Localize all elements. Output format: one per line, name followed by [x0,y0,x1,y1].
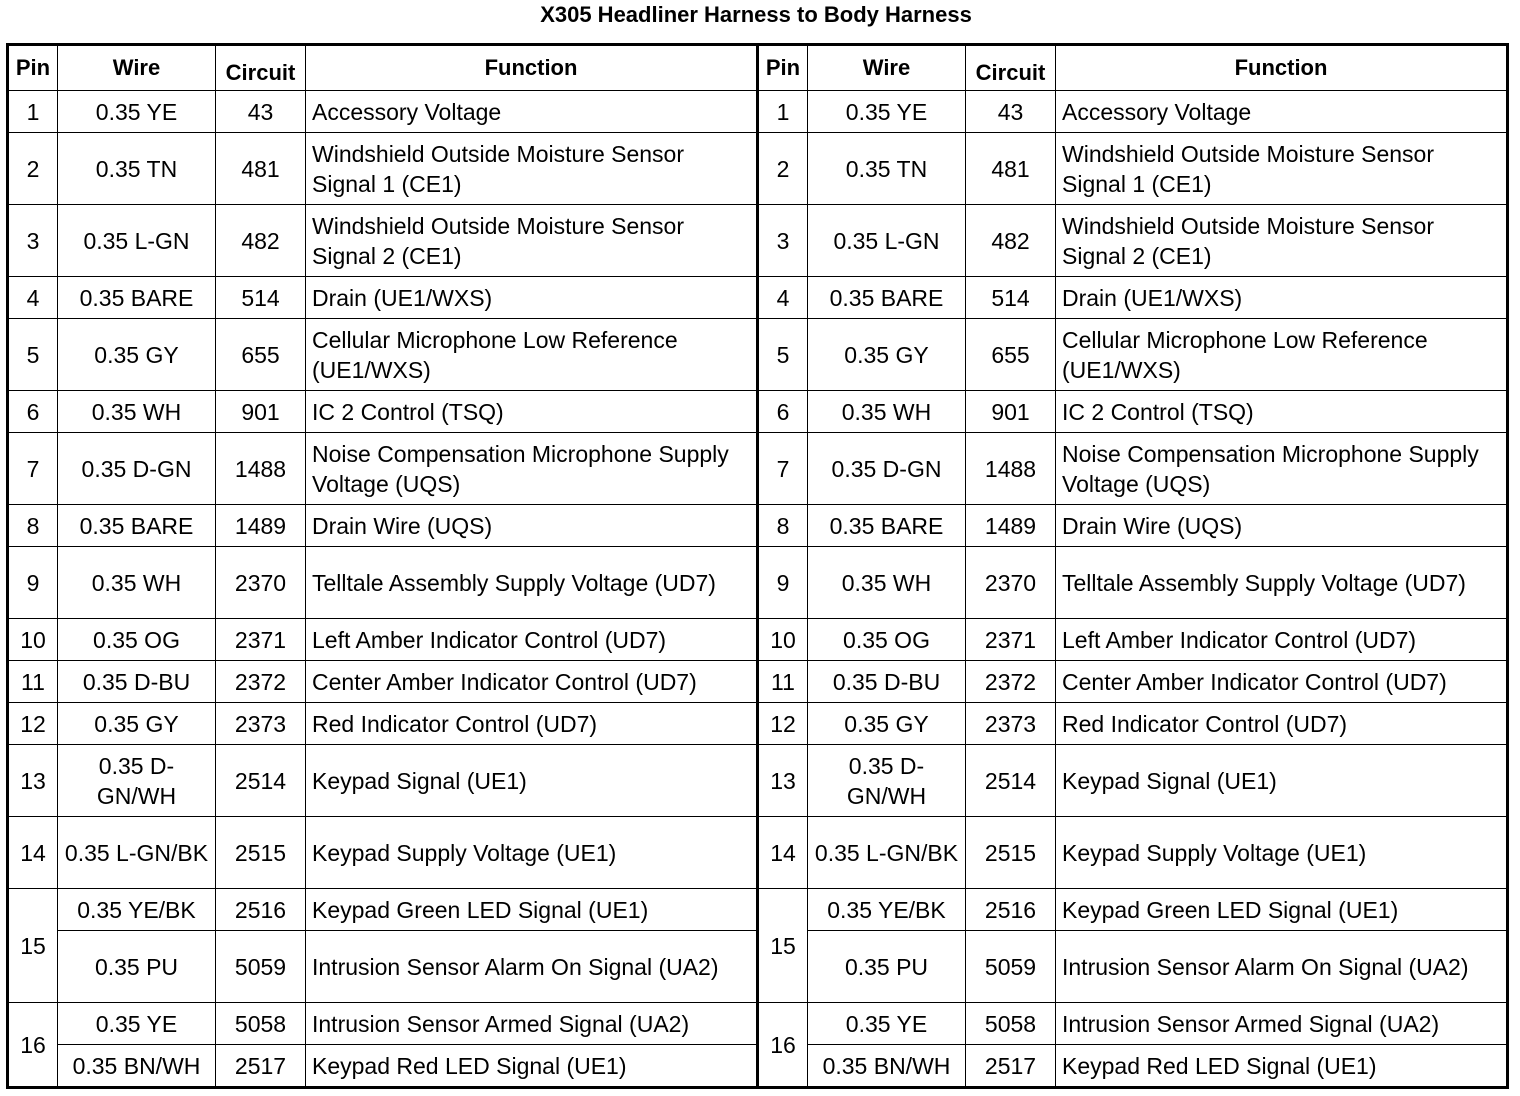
circuit-cell: 2371 [966,619,1056,661]
function-cell: Keypad Supply Voltage (UE1) [306,817,758,889]
wire-cell: 0.35 BN/WH [58,1045,216,1088]
wire-cell: 0.35 BARE [58,505,216,547]
circuit-cell: 482 [216,205,306,277]
function-cell: Keypad Red LED Signal (UE1) [306,1045,758,1088]
circuit-cell: 901 [216,391,306,433]
header-function: Function [306,45,758,91]
function-cell: Cellular Microphone Low Reference (UE1/WXS) [1056,319,1508,391]
wire-cell: 0.35 PU [58,931,216,1003]
wire-cell: 0.35 YE [808,1003,966,1045]
pin-cell: 5 [8,319,58,391]
wire-cell: 0.35 D-BU [58,661,216,703]
wire-cell: 0.35 WH [808,547,966,619]
wire-cell: 0.35 PU [808,931,966,1003]
function-cell: Accessory Voltage [1056,91,1508,133]
pin-cell: 11 [758,661,808,703]
pin-cell: 15 [758,889,808,1003]
header-pin: Pin [8,45,58,91]
circuit-cell: 514 [966,277,1056,319]
pin-cell: 15 [8,889,58,1003]
circuit-cell: 2516 [966,889,1056,931]
circuit-cell: 482 [966,205,1056,277]
function-cell: Keypad Signal (UE1) [306,745,758,817]
function-cell: Noise Compensation Microphone Supply Voltage (UQS) [1056,433,1508,505]
function-cell: Noise Compensation Microphone Supply Voltage (UQS) [306,433,758,505]
wire-cell: 0.35 D-GN/WH [58,745,216,817]
header-row [8,45,1508,91]
header-circuit: Circuit [966,45,1056,91]
pin-cell: 8 [758,505,808,547]
wire-cell: 0.35 TN [808,133,966,205]
circuit-cell: 2373 [966,703,1056,745]
pin-cell: 13 [758,745,808,817]
pin-cell: 5 [758,319,808,391]
function-cell: Windshield Outside Moisture Sensor Signal 1 (CE1) [1056,133,1508,205]
pin-cell: 7 [758,433,808,505]
circuit-cell: 481 [966,133,1056,205]
function-cell: Accessory Voltage [306,91,758,133]
wire-cell: 0.35 D-GN [808,433,966,505]
pin-cell: 8 [8,505,58,547]
header-wire: Wire [808,45,966,91]
pin-cell: 16 [8,1003,58,1088]
function-cell: Drain (UE1/WXS) [1056,277,1508,319]
circuit-cell: 2370 [216,547,306,619]
function-cell: Keypad Red LED Signal (UE1) [1056,1045,1508,1088]
table-row [8,505,1508,547]
header-function: Function [1056,45,1508,91]
function-cell: Windshield Outside Moisture Sensor Signal 2 (CE1) [306,205,758,277]
circuit-cell: 1489 [966,505,1056,547]
circuit-cell: 43 [216,91,306,133]
wire-cell: 0.35 L-GN [808,205,966,277]
table-row [8,547,1508,619]
wire-cell: 0.35 YE [58,1003,216,1045]
document-title: X305 Headliner Harness to Body Harness [540,2,972,27]
circuit-cell: 2371 [216,619,306,661]
function-cell: Windshield Outside Moisture Sensor Signal 1 (CE1) [306,133,758,205]
circuit-cell: 1489 [216,505,306,547]
table-row [8,133,1508,205]
function-cell: Intrusion Sensor Armed Signal (UA2) [306,1003,758,1045]
wire-cell: 0.35 YE/BK [58,889,216,931]
header-circuit: Circuit [216,45,306,91]
pin-cell: 6 [8,391,58,433]
wire-cell: 0.35 L-GN/BK [58,817,216,889]
pin-cell: 10 [8,619,58,661]
function-cell: Red Indicator Control (UD7) [306,703,758,745]
pin-cell: 9 [8,547,58,619]
pin-cell: 10 [758,619,808,661]
function-cell: Red Indicator Control (UD7) [1056,703,1508,745]
pin-cell: 12 [758,703,808,745]
function-cell: Keypad Green LED Signal (UE1) [306,889,758,931]
table-row [8,433,1508,505]
circuit-cell: 655 [216,319,306,391]
circuit-cell: 1488 [216,433,306,505]
circuit-cell: 5058 [216,1003,306,1045]
function-cell: Cellular Microphone Low Reference (UE1/WXS) [306,319,758,391]
wire-cell: 0.35 L-GN/BK [808,817,966,889]
pin-cell: 2 [8,133,58,205]
circuit-cell: 5058 [966,1003,1056,1045]
wire-cell: 0.35 GY [808,703,966,745]
function-cell: Windshield Outside Moisture Sensor Signal 2 (CE1) [1056,205,1508,277]
wire-cell: 0.35 OG [808,619,966,661]
function-cell: Keypad Signal (UE1) [1056,745,1508,817]
circuit-cell: 2372 [216,661,306,703]
wire-cell: 0.35 TN [58,133,216,205]
table-row [8,205,1508,277]
pin-cell: 14 [758,817,808,889]
table-row [8,91,1508,133]
pin-cell: 2 [758,133,808,205]
wire-cell: 0.35 BARE [808,277,966,319]
function-cell: Intrusion Sensor Alarm On Signal (UA2) [306,931,758,1003]
function-cell: Keypad Green LED Signal (UE1) [1056,889,1508,931]
table-row [8,319,1508,391]
circuit-cell: 514 [216,277,306,319]
table-row [8,745,1508,817]
pin-cell: 9 [758,547,808,619]
table-row [8,889,1508,931]
circuit-cell: 2514 [966,745,1056,817]
wire-cell: 0.35 YE [58,91,216,133]
wire-cell: 0.35 GY [58,703,216,745]
wire-cell: 0.35 BARE [58,277,216,319]
function-cell: Center Amber Indicator Control (UD7) [306,661,758,703]
function-cell: Center Amber Indicator Control (UD7) [1056,661,1508,703]
pin-cell: 14 [8,817,58,889]
circuit-cell: 2372 [966,661,1056,703]
wire-cell: 0.35 D-GN/WH [808,745,966,817]
wire-cell: 0.35 GY [808,319,966,391]
wire-cell: 0.35 YE [808,91,966,133]
wire-cell: 0.35 WH [58,391,216,433]
circuit-cell: 481 [216,133,306,205]
function-cell: Keypad Supply Voltage (UE1) [1056,817,1508,889]
function-cell: Left Amber Indicator Control (UD7) [306,619,758,661]
circuit-cell: 2515 [216,817,306,889]
circuit-cell: 1488 [966,433,1056,505]
table-row [8,817,1508,889]
function-cell: Intrusion Sensor Armed Signal (UA2) [1056,1003,1508,1045]
pin-cell: 7 [8,433,58,505]
wire-cell: 0.35 L-GN [58,205,216,277]
pin-cell: 11 [8,661,58,703]
header-wire: Wire [58,45,216,91]
circuit-cell: 5059 [966,931,1056,1003]
table-row [8,619,1508,661]
pin-cell: 4 [8,277,58,319]
pinout-table [6,43,1509,1089]
function-cell: Telltale Assembly Supply Voltage (UD7) [306,547,758,619]
circuit-cell: 2514 [216,745,306,817]
function-cell: Drain Wire (UQS) [306,505,758,547]
circuit-cell: 2517 [216,1045,306,1088]
circuit-cell: 2516 [216,889,306,931]
function-cell: Left Amber Indicator Control (UD7) [1056,619,1508,661]
circuit-cell: 2373 [216,703,306,745]
wire-cell: 0.35 YE/BK [808,889,966,931]
circuit-cell: 2517 [966,1045,1056,1088]
function-cell: IC 2 Control (TSQ) [306,391,758,433]
pin-cell: 13 [8,745,58,817]
function-cell: Intrusion Sensor Alarm On Signal (UA2) [1056,931,1508,1003]
wire-cell: 0.35 OG [58,619,216,661]
function-cell: Drain (UE1/WXS) [306,277,758,319]
circuit-cell: 2370 [966,547,1056,619]
table-row [8,1003,1508,1045]
table-row [8,391,1508,433]
wire-cell: 0.35 D-BU [808,661,966,703]
wire-cell: 0.35 WH [58,547,216,619]
function-cell: IC 2 Control (TSQ) [1056,391,1508,433]
function-cell: Drain Wire (UQS) [1056,505,1508,547]
table-row [8,661,1508,703]
pin-cell: 1 [8,91,58,133]
wire-cell: 0.35 BARE [808,505,966,547]
pin-cell: 3 [758,205,808,277]
function-cell: Telltale Assembly Supply Voltage (UD7) [1056,547,1508,619]
pin-cell: 6 [758,391,808,433]
pin-cell: 1 [758,91,808,133]
circuit-cell: 2515 [966,817,1056,889]
wire-cell: 0.35 BN/WH [808,1045,966,1088]
circuit-cell: 655 [966,319,1056,391]
pin-cell: 4 [758,277,808,319]
header-pin: Pin [758,45,808,91]
circuit-cell: 43 [966,91,1056,133]
circuit-cell: 901 [966,391,1056,433]
wire-cell: 0.35 D-GN [58,433,216,505]
pin-cell: 3 [8,205,58,277]
pin-cell: 12 [8,703,58,745]
table-row [8,277,1508,319]
pin-cell: 16 [758,1003,808,1088]
table-row [8,703,1508,745]
wire-cell: 0.35 WH [808,391,966,433]
circuit-cell: 5059 [216,931,306,1003]
wire-cell: 0.35 GY [58,319,216,391]
